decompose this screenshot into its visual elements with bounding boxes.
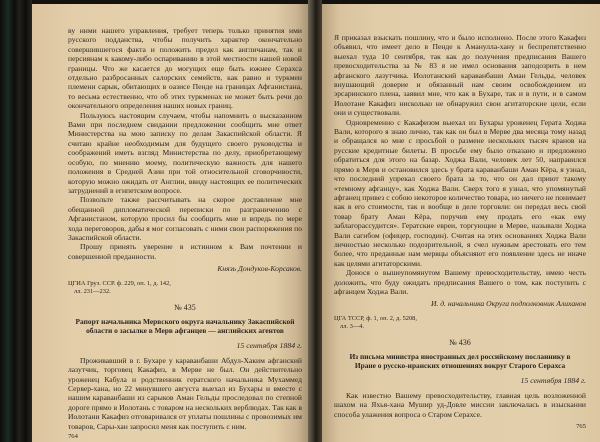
document-date: 15 сентября 1884 г.	[520, 375, 586, 385]
archive-reference	[334, 315, 586, 331]
right-page	[322, 4, 600, 442]
left-page	[32, 4, 308, 442]
paragraph: Донося о вышеупомянутом Вашему превосходительству, имею честь доложить, что буду ожидать предписания Вашего о том, как поступить с афганцем Ходжа Вали.	[334, 268, 586, 296]
signature: И. д. начальника Округа подполковник Алиханов	[430, 299, 586, 309]
archive-ref-line: ЦГА ТССР, ф. 1, оп. 2, д. 5208,	[334, 315, 417, 323]
archive-ref-line: ЦГИА Груз. ССР. ф. 229, оп. 1, д. 142,	[68, 280, 171, 288]
paragraph: Одновременно с Какафизом выехал из Бухары уроженец Герата Ходжа Вали, которого я знаю лично, так как он был в Мерве два месяца тому назад и обращался ко мне с просьбой о размене нескольких тысяч кранов на русские кредитные билеты. В просьбе ему было отказано и предложено обратиться для этого на базар. Ходжа Вали, человек лет 50, направился прямо в Мерв и остановился здесь у брата караванбаши Аман Кёра, я узнал, что последний упрекал своего брата за то, что он дал приют такому «темному афганцу», как Ходжа Вали. Сверх того я узнал, что упомянутый афганец привез с собою некоторое количество товара, но ничего не понимает как в его стоимости, так и вообще в деле торговли: он передал весь свой товар брату Аман Кёра, поручив ему продать его «как ему заблагорассудится». Гератские евреи, торгующие в Мерве, называли Ходжа Вали сагибом (офицер, господин). Считая на этих основаниях Ходжа Вали личностью несколько подозрительной, я счел нужным арестовать его тем более, что преданные нам мервцы объясняют его появление здесь не иначе как целями агитаторскими.	[334, 117, 586, 268]
book-cover-edge	[0, 0, 32, 442]
archive-reference	[68, 280, 302, 296]
document-number: № 435	[174, 302, 196, 312]
book-gutter	[308, 0, 322, 442]
archive-ref-line: лл. 3—4.	[340, 323, 364, 331]
paragraph: Я приказал взыскать пошлину, что и было исполнено. После этого Какафиз объявил, что имеет дело в Пенде к Аманулла-хану и беспрепятственно выехал туда 10 сентября, так как до получения предписания Вашего превосходительства за № 83 я не имел основания заподозрить в нем афганского лазутчика. Иолотанский караванбаши Аман Гельды, человек внушающий доверие и обязанный нам своим освобождением из эрсаринского плена, заявил мне, что как в Бухаре, так и в пути, и в самом Иолотане Какафиз нисколько не обнаружил свои агитаторские цели, если они и существовали.	[334, 33, 586, 118]
document-date: 15 сентября 1884 г.	[236, 340, 302, 350]
archive-ref-line: лл. 231—232.	[74, 287, 111, 295]
paragraph: Позвольте также рассчитывать на скорое доставление мне обещанной дипломатической переписки по разграничению с Афганистаном, которую просил бы сообщить мне и впредь по мере хода переговоров, дабы я мог согласовать с ними свои распоряжения по Закаспийской области.	[68, 195, 302, 242]
document-number: № 436	[449, 337, 471, 347]
paragraph: Проживавший в г. Бухаре у караванбаши Абдул-Хаким афганский лазутчик, торговец Какафиз, в Мерве не был. Он действительно уроженец Кабула и родственник гератского начальника Мухаммед Сервер-хана, но 22 минувшего августа выехал из Бухары и вместе с нашим караванбаши из сарыков Аман Гельды проследовал по степной дороге прямо в Иолотань с товаром на нескольких верблюдах. Так как в Иолотани Какафиз отговаривался от уплаты пошлины с провозимых им товаров, Сары-хан запросил меня как поступить с ним.	[68, 355, 302, 431]
paragraph: ву ними нашего управления, требует теперь только принятия ими русского подданства, чтобы получить характер окончательно совершившегося факта и положить предел как англичанам, так и персиянам к какому-либо оспариванию в этой местности нашей новой границы. Что же касается до могущих еще быть южнее Серахса отдельно разбросанных салорских семейств, как равно и туркмен племени сарык, обитающих в оазисе Пенде на границах Афганистана, то весьма естественно, что об этих туркменах не может быть речи до окончательного определения наших новых границ.	[68, 26, 302, 111]
paragraph: Пользуюсь настоящим случаем, чтобы напомнить о высказанном Вами при последнем свидании предложении сообщить мне ответ Министерства на мою записку по делам Закаспийской области. Я считаю крайне необходимым для будущего своего руководства и соображений иметь взгляд Министерства по делу, приобретающему особую, по мнению моему, политическую важность для нашего положения в Средней Азии при той относительной сговорчивости, которую можно ожидать от Англии, ввиду настоящих ее политических затруднений в египетском вопросе.	[68, 110, 302, 195]
signature: Князь Дондуков-Корсаков.	[217, 264, 302, 274]
document-title: Рапорт начальника Мервского округа начальнику Закаспийской области о засылке в Мерв афганцев — английских агентов	[75, 316, 295, 335]
page-number: 765	[576, 423, 586, 431]
paragraph: Прошу принять уверение в истинном к Вам почтении и совершенной преданности.	[68, 242, 302, 261]
document-title: Из письма министра иностранных дел российскому посланнику в Иране о русско-иранских отношениях вокруг Старого Серахса	[349, 351, 571, 370]
page-number: 764	[68, 433, 78, 440]
paragraph: Как известно Вашему превосходительству, главная цель возложенной шахом на Яхья-хана Мушир уд-Довле миссии заключалась в изыскании способа улажения вопроса о Старом Серахсе.	[334, 390, 586, 419]
